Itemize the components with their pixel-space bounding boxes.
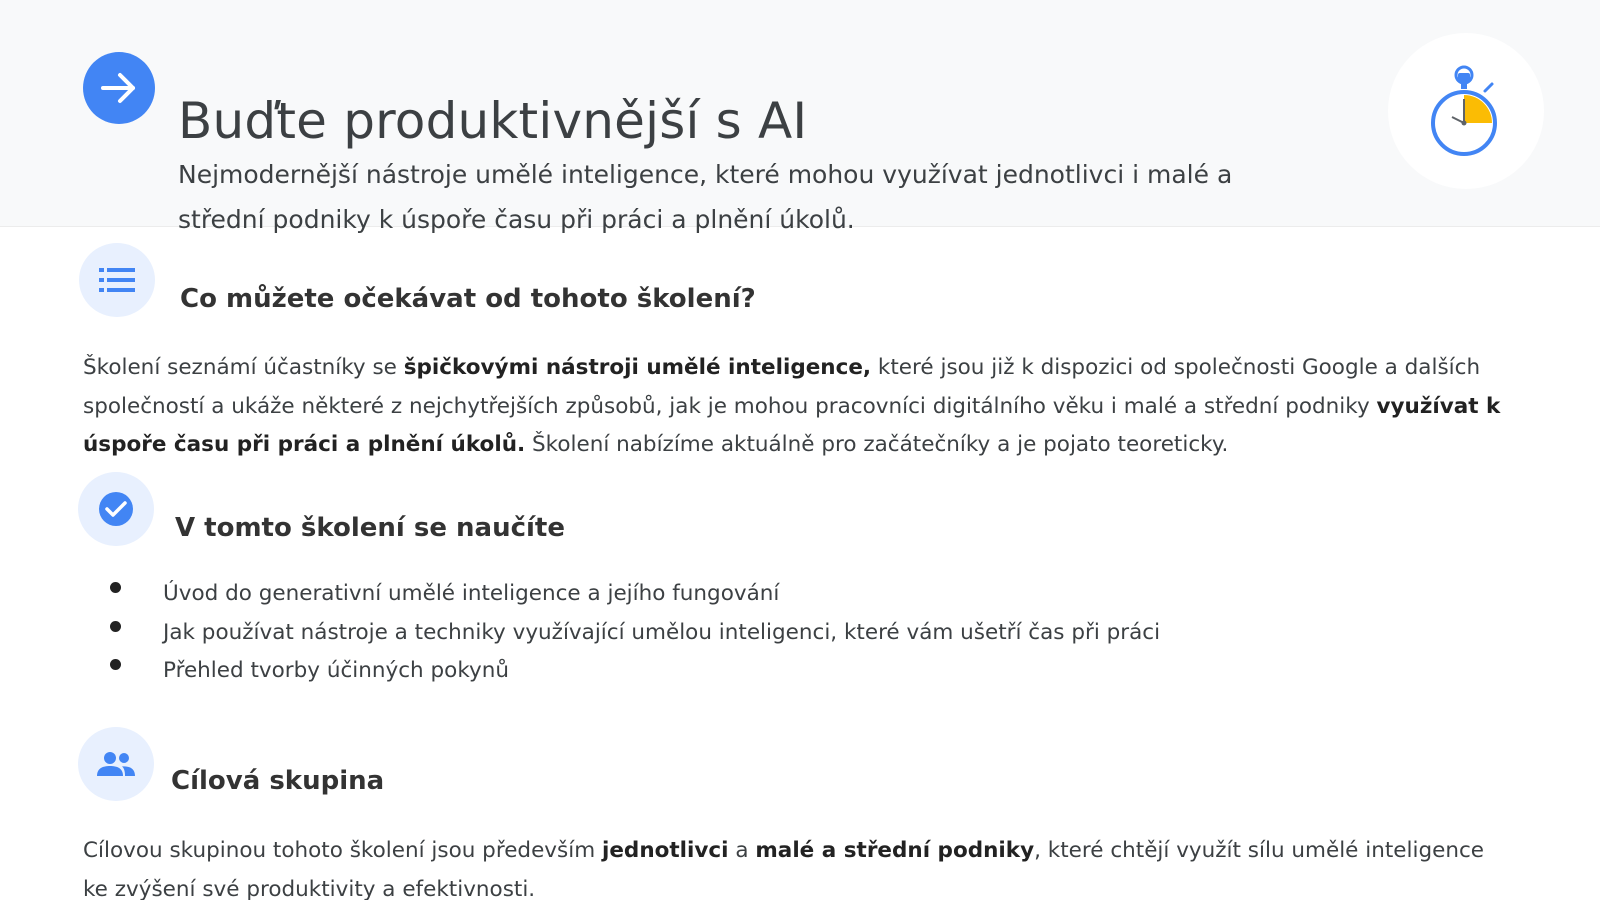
expect-bold-2: využívat k úspoře času při práci a plnění úkolů. [83, 393, 1501, 457]
learn-section-badge [78, 472, 154, 546]
list-icon [99, 267, 135, 293]
arrow-right-icon [97, 66, 141, 110]
list-item-text: Úvod do generativní umělé inteligence a jejího fungování [163, 581, 780, 606]
audience-bold-1: jednotlivci [601, 838, 729, 863]
learn-heading: V tomto školení se naučíte [175, 513, 565, 543]
stopwatch-icon [1426, 61, 1506, 161]
timer-badge [1388, 33, 1544, 189]
list-item-text: Jak používat nástroje a techniky využívající umělou inteligenci, které vám ušetří čas při práci [163, 619, 1161, 645]
check-circle-icon [97, 490, 135, 528]
audience-text-1: Cílovou skupinou tohoto školení jsou především [83, 838, 602, 863]
expect-description [83, 349, 1513, 465]
expect-text-2: které jsou již k dispozici od společnosti Google a dalších společností a ukáže některé z nejchytřejších způsobů, jak je mohou pracovníci digitálního věku i malé a střední podniky [83, 355, 1481, 419]
bullet-dot [110, 621, 121, 632]
audience-text-3: , které chtějí využít sílu umělé inteligence ke zvýšení své produktivity a efektivnosti. [83, 838, 1484, 900]
expect-text-3: Školení nabízíme aktuálně pro začátečníky a je pojato teoreticky. [525, 432, 1229, 457]
bullet-dot [110, 659, 121, 670]
group-icon [96, 751, 136, 777]
arrow-badge [83, 52, 155, 124]
audience-heading: Cílová skupina [171, 766, 385, 796]
bullet-dot [110, 582, 121, 593]
audience-description [83, 832, 1513, 900]
audience-bold-2: malé a střední podniky [755, 838, 1035, 863]
expect-text-1: Školení seznámí účastníky se [83, 355, 404, 380]
page-subtitle: Nejmodernější nástroje umělé inteligence, které mohou využívat jednotlivci i malé a střední podniky k úspoře času při práci a plnění úkolů. [178, 160, 1233, 234]
list-item-text: Přehled tvorby účinných pokynů [163, 658, 509, 683]
audience-section-badge [78, 727, 154, 801]
expect-section-badge [79, 243, 155, 317]
audience-text-2: a [728, 838, 756, 863]
page-title: Buďte produktivnější s AI [178, 92, 808, 150]
expect-heading: Co můžete očekávat od tohoto školení? [180, 284, 756, 314]
expect-bold-1: špičkovými nástroji umělé inteligence, [403, 355, 872, 380]
